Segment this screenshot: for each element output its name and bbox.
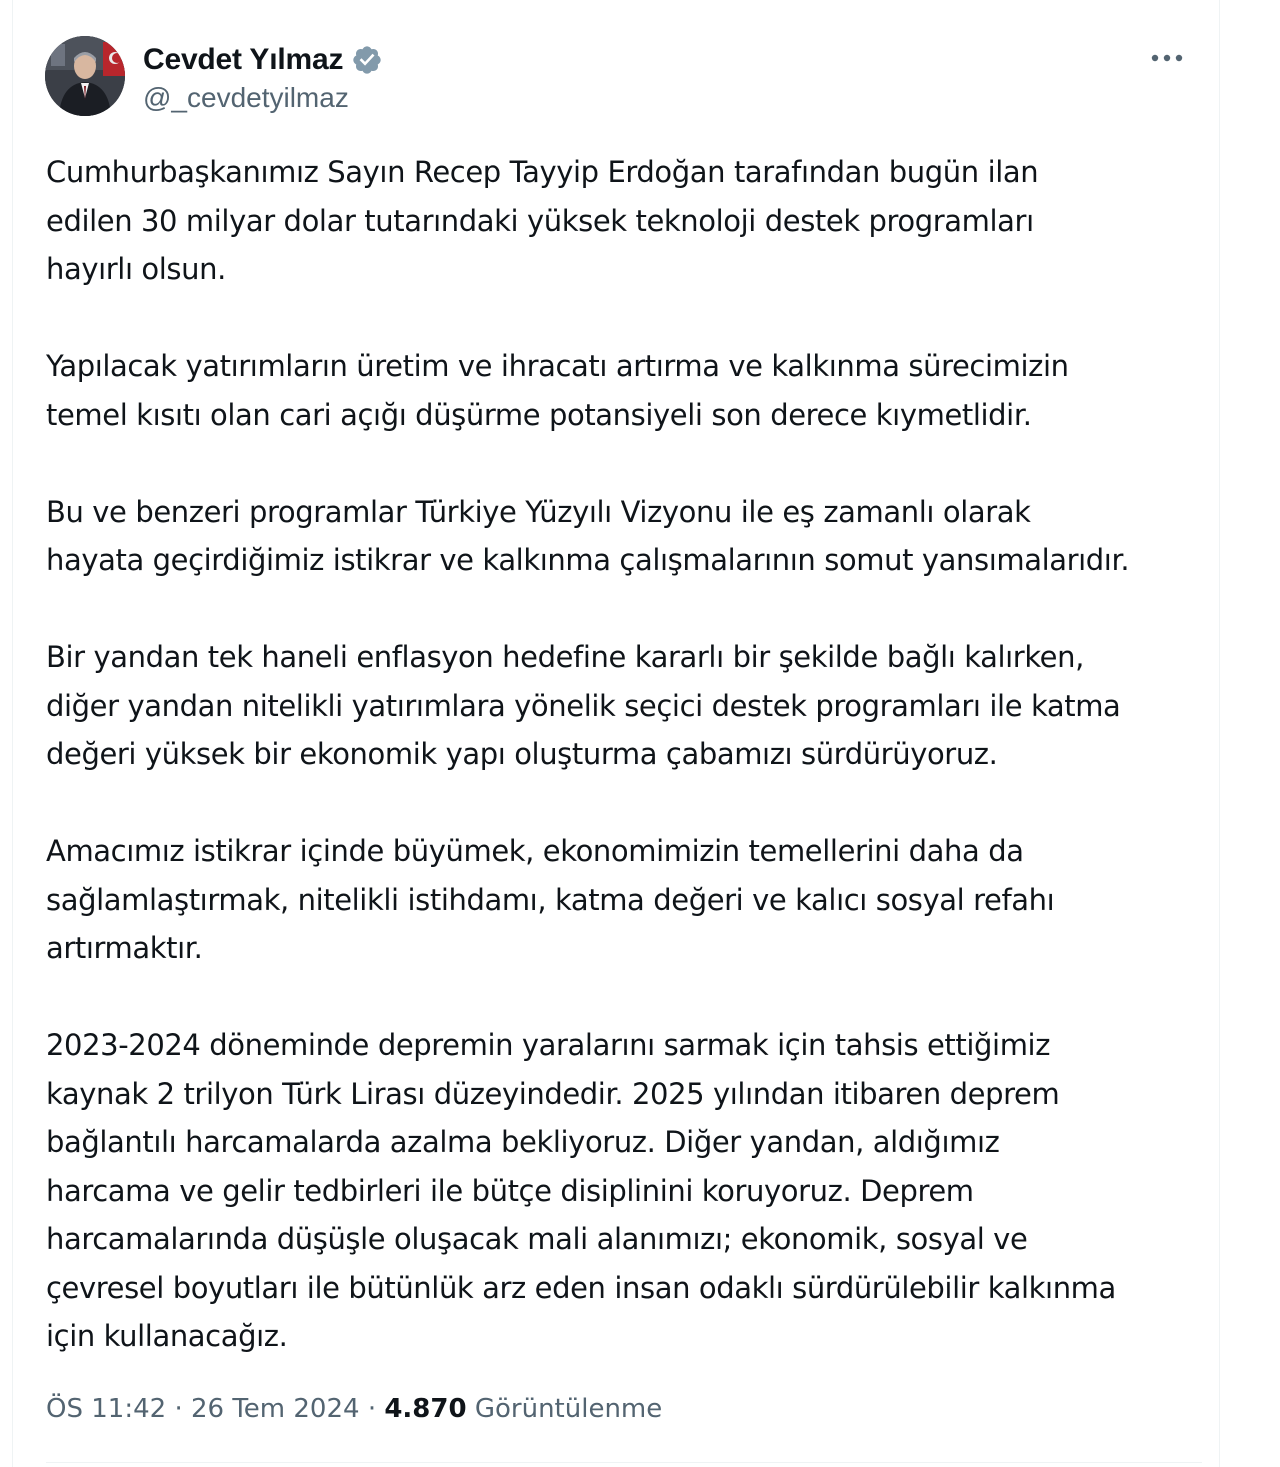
meta-separator: · xyxy=(174,1394,183,1424)
verified-badge-icon[interactable] xyxy=(351,44,383,76)
tweet-time: ÖS 11:42 xyxy=(46,1394,167,1424)
profile-photo xyxy=(45,36,125,116)
more-options-button[interactable] xyxy=(1147,46,1187,70)
tweet-paragraph: Cumhurbaşkanımız Sayın Recep Tayyip Erdoğan tarafından bugün ilan edilen 30 milyar dolar tutarındaki yüksek teknoloji destek programları hayırlı olsun. xyxy=(46,155,1039,286)
tweet-paragraph: Yapılacak yatırımların üretim ve ihracatı artırma ve kalkınma sürecimizin temel kısıtı olan cari açığı düşürme potansiyeli son derece kıymetlidir. xyxy=(46,349,1069,432)
tweet-paragraph: 2023-2024 döneminde depremin yaralarını sarmak için tahsis ettiğimiz kaynak 2 trilyon Türk Lirası düzeyindedir. 2025 yılından itibaren deprem bağlantılı harcamalarda azalma bekliyoruz. Diğer yandan, aldığımız harcama ve gelir tedbirleri ile bütçe disiplinini koruyoruz. Deprem harcamalarında düşüşle oluşacak mali alanımızı; ekonomik, sosyal ve çevresel boyutları ile bütünlük arz eden insan odaklı sürdürülebilir kalkınma için kullanacağız. xyxy=(46,1028,1116,1353)
tweet-paragraph: Amacımız istikrar içinde büyümek, ekonomimizin temellerini daha da sağlamlaştırmak, nitelikli istihdamı, katma değeri ve kalıcı sosyal refahı artırmaktır. xyxy=(46,834,1055,965)
tweet-paragraph: Bir yandan tek haneli enflasyon hedefine kararlı bir şekilde bağlı kalırken, diğer yandan nitelikli yatırımlara yönelik seçici destek programları ile katma değeri yüksek bir ekonomik yapı oluşturma çabamızı sürdürüyoruz. xyxy=(46,640,1121,771)
divider xyxy=(46,1462,1202,1463)
tweet-card xyxy=(12,0,1220,1467)
views-count: 4.870 xyxy=(384,1394,467,1424)
tweet-timestamp[interactable] xyxy=(46,1394,360,1424)
meta-separator: · xyxy=(367,1394,377,1424)
tweet-text xyxy=(46,148,1206,1361)
views-label: Görüntülenme xyxy=(474,1394,663,1424)
tweet-date: 26 Tem 2024 xyxy=(190,1394,360,1424)
author-info xyxy=(143,40,383,114)
author-handle[interactable]: @_cevdetyilmaz xyxy=(143,82,349,113)
author-name-row xyxy=(143,40,383,80)
more-options-icon xyxy=(1147,46,1187,70)
tweet-paragraph: Bu ve benzeri programlar Türkiye Yüzyılı Vizyonu ile eş zamanlı olarak hayata geçirdiğimiz istikrar ve kalkınma çalışmalarının somut yansımalarıdır. xyxy=(46,494,1130,577)
tweet-header xyxy=(45,36,1195,120)
author-avatar[interactable] xyxy=(45,36,125,116)
tweet-meta xyxy=(46,1394,662,1424)
author-display-name[interactable]: Cevdet Yılmaz xyxy=(143,43,344,76)
